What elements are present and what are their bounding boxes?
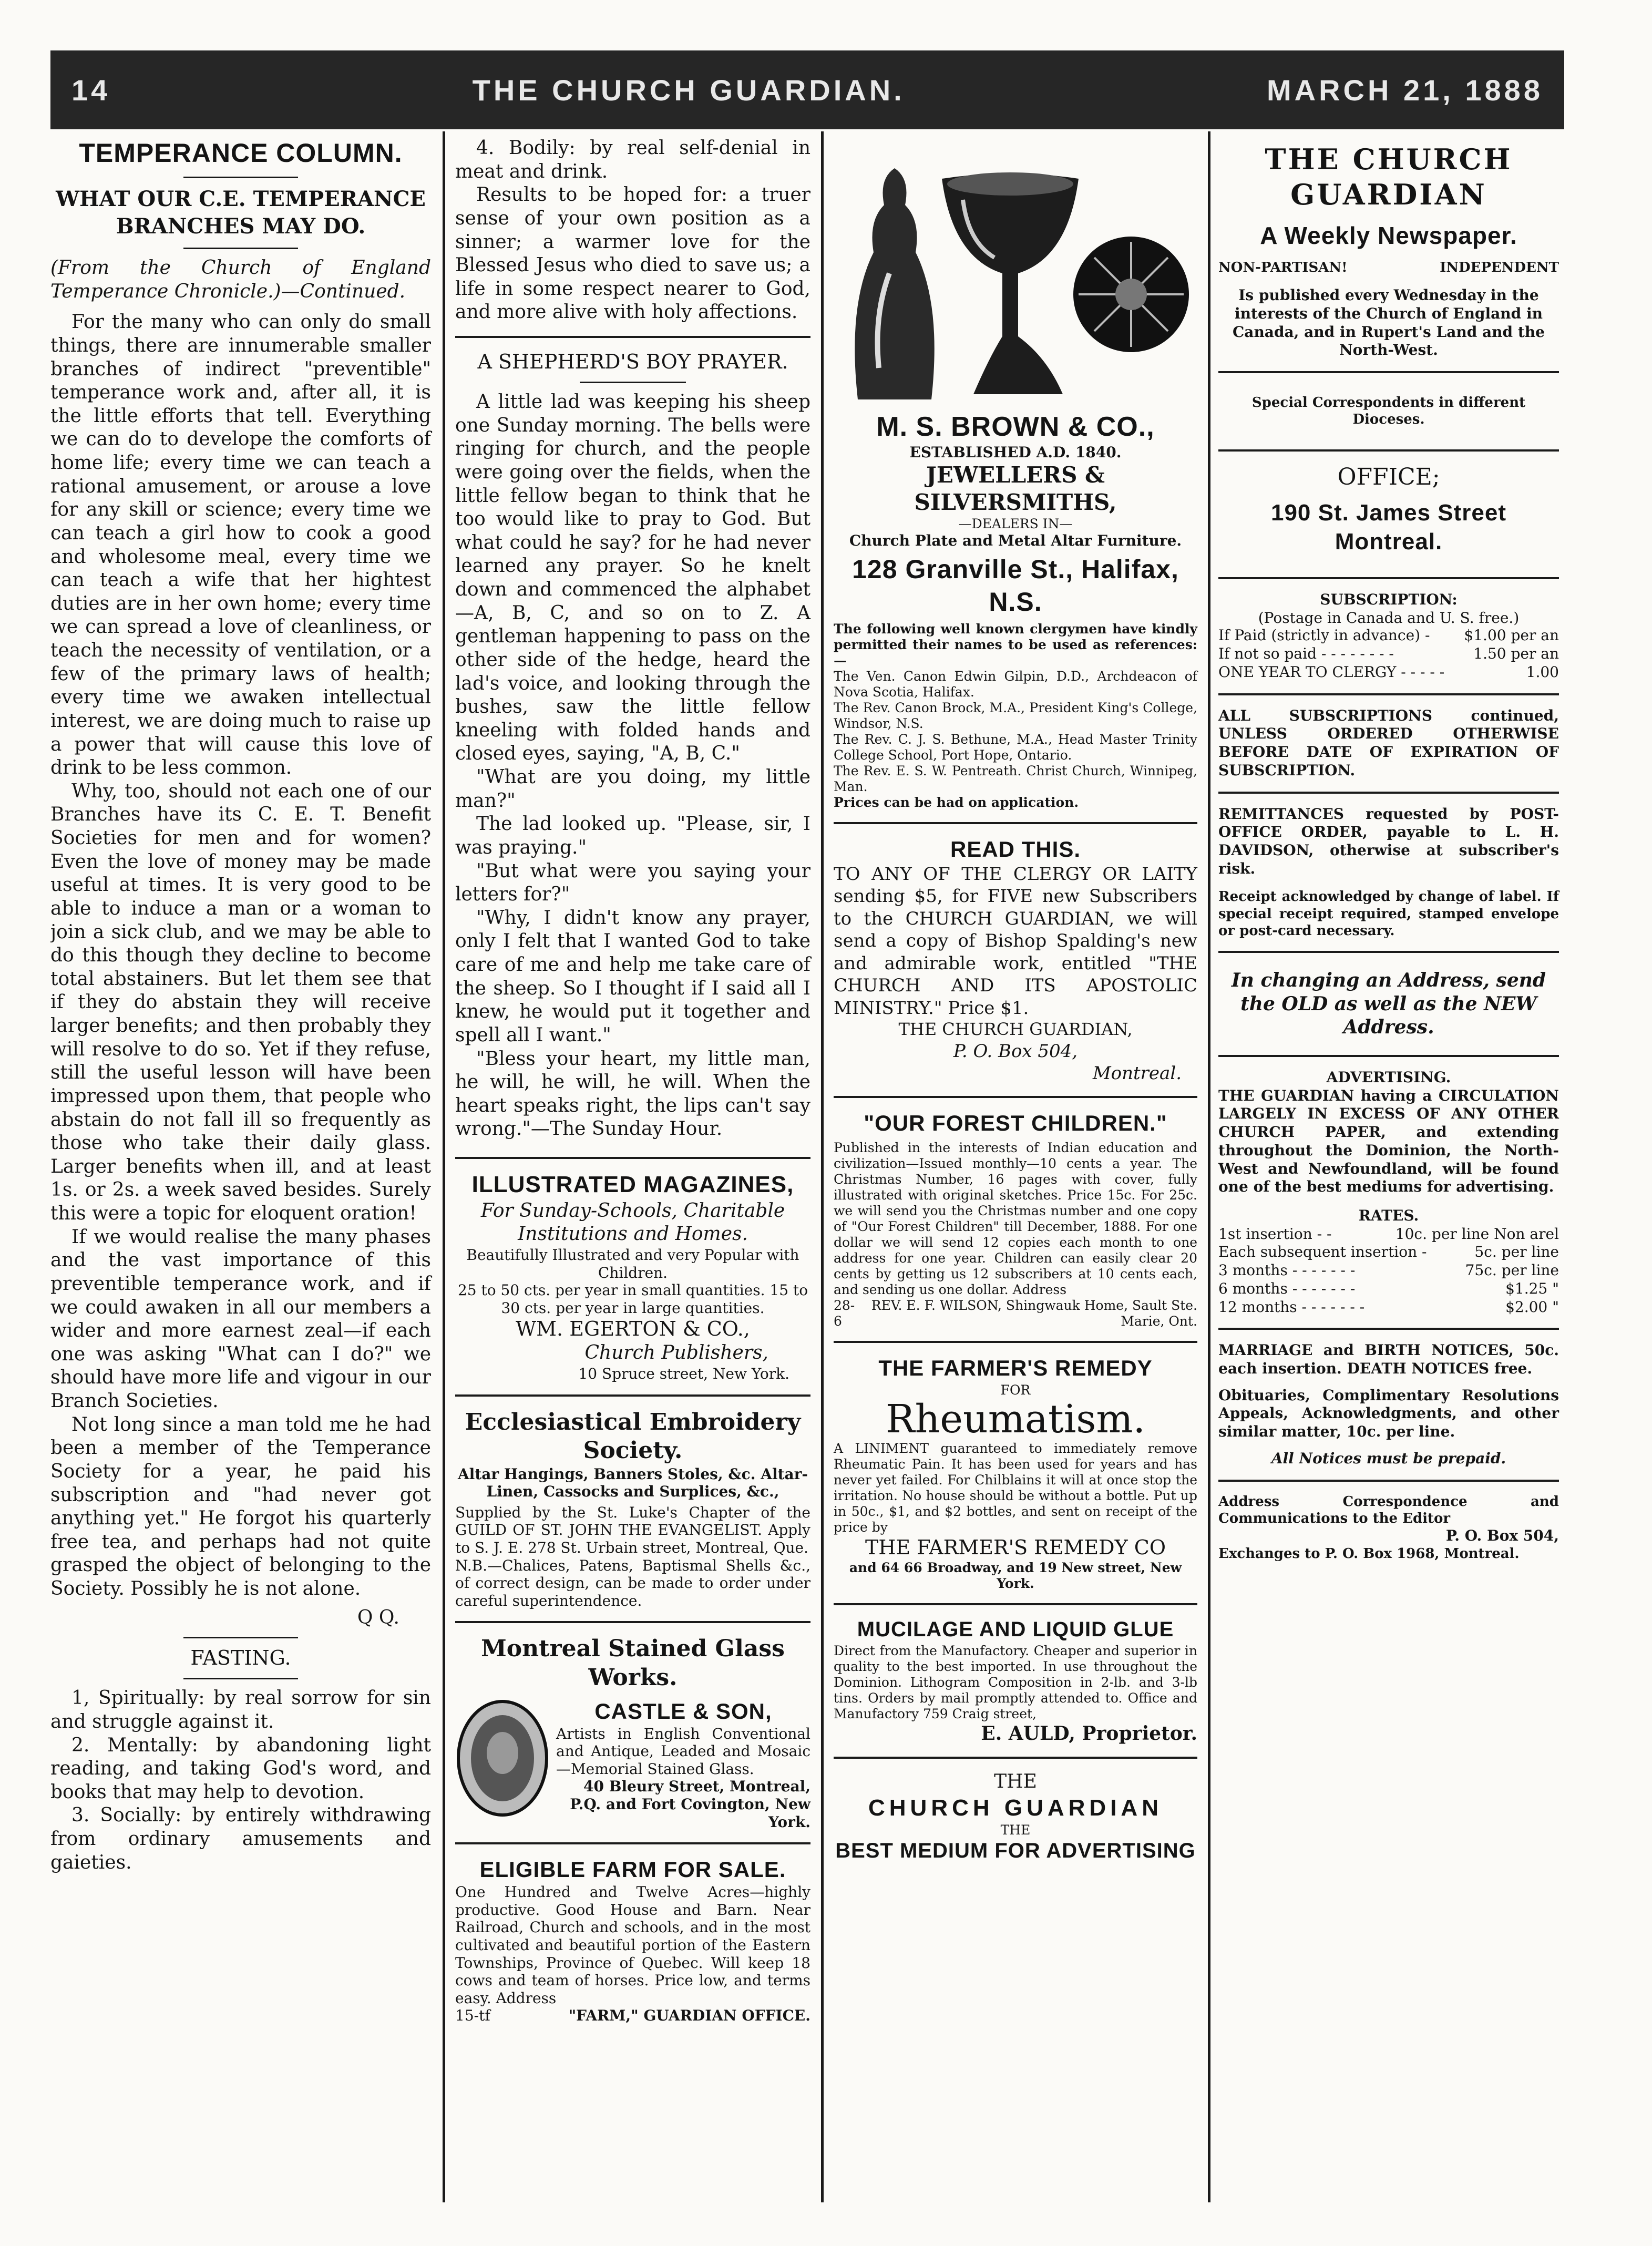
cg-name: CHURCH GUARDIAN xyxy=(868,1794,1163,1821)
glue-body: Direct from the Manufactory. Cheaper and superior in quality to the best imported. In use throughout the Dominion. Lithogram Composition in 2-lb. and 3-lb tins. Orders by mail promptly attended to. Office and Manufactory 759 Craig street, xyxy=(834,1643,1197,1721)
prayer-title: A SHEPHERD'S BOY PRAYER. xyxy=(477,350,788,373)
read-this-box: P. O. Box 504, xyxy=(953,1041,1078,1062)
cg-best-medium: BEST MEDIUM FOR ADVERTISING xyxy=(835,1839,1196,1863)
divider xyxy=(1218,951,1559,953)
rate-label: 6 months - - - - - - - xyxy=(1218,1279,1356,1297)
rate-label: 12 months - - - - - - - xyxy=(1218,1298,1365,1316)
divider xyxy=(455,336,810,338)
jewellers-trade: JEWELLERS & SILVERSMITHS, xyxy=(914,462,1117,516)
forest-children-ad xyxy=(834,1110,1197,1329)
temperance-paragraph: Not long since a man told me he had been a member of the Temperance Society for a year, he paid his subscription and "had never got anything yet." He forgot his quarterly free tea, and perhaps had not quite grasped the object of belonging to the Society. Possibly he is not alone. xyxy=(50,1413,431,1599)
rate-row xyxy=(1218,1262,1559,1280)
exchanges-address: Exchanges to P. O. Box 1968, Montreal. xyxy=(1218,1545,1520,1562)
subscription-row xyxy=(1218,627,1559,645)
rate-label: 3 months - - - - - - - xyxy=(1218,1262,1356,1279)
subscription-note: (Postage in Canada and U. S. free.) xyxy=(1258,609,1520,627)
subscription-row xyxy=(1218,645,1559,663)
stained-glass-address: 40 Bleury Street, Montreal, P.Q. and Fort Covington, New York. xyxy=(570,1778,810,1831)
farm-address: "FARM," GUARDIAN OFFICE. xyxy=(568,2007,810,2025)
column-rule xyxy=(821,131,824,2202)
forest-title: "OUR FOREST CHILDREN." xyxy=(864,1111,1167,1136)
read-this-ad xyxy=(834,836,1197,1085)
farmers-remedy-address: and 64 66 Broadway, and 19 New street, New York. xyxy=(849,1560,1182,1592)
masthead-title: THE CHURCH GUARDIAN. xyxy=(472,73,905,107)
farmers-remedy-rheumatism: Rheumatism. xyxy=(885,1396,1146,1442)
divider xyxy=(183,1637,297,1638)
farmers-remedy-company: THE FARMER'S REMEDY CO xyxy=(865,1535,1166,1559)
column-rule xyxy=(1208,131,1210,2202)
temperance-paragraph: Why, too, should not each one of our Branches have its C. E. T. Benefit Societies for men and for women? Even the love of money may be made useful at times. It is very good to be able to induce a man or a woman to join a sick club, and we may be able to do this though they decline to become total abstainers. But let them see that if they do abstain they will receive larger benefits; and then probably they will resolve to do so. Yet if they refuse, still the useful lesson will have been impressed upon them, that people who abstain do not fall ill so frequently as those who take their daily glass. Larger benefits when ill, and at least 1s. or 2s. a week saved besides. Surely this were a topic for eloquent oration! xyxy=(50,780,431,1224)
signature: Q Q. xyxy=(357,1606,399,1628)
subscription-row xyxy=(1218,663,1559,682)
divider xyxy=(455,1394,810,1397)
church-plate-icon xyxy=(837,147,1194,410)
farmers-remedy-title: THE FARMER'S REMEDY xyxy=(878,1356,1153,1381)
cg-the-2: THE xyxy=(1000,1822,1031,1838)
address-correspondence: Address Correspondence and Communications to the Editor xyxy=(1218,1493,1559,1526)
forest-code: 28-6 xyxy=(834,1298,855,1329)
forest-sign: REV. E. F. WILSON, Shingwauk Home, Sault Ste. Marie, Ont. xyxy=(871,1298,1197,1329)
marriage-notices: MARRIAGE and BIRTH NOTICES, 50c. each insertion. DEATH NOTICES free. xyxy=(1218,1341,1559,1378)
read-this-title: READ THIS. xyxy=(950,836,1081,862)
stained-glass-title: Montreal Stained Glass Works. xyxy=(481,1635,785,1691)
subscription-title: SUBSCRIPTION: xyxy=(1320,591,1458,609)
bodily-line: 4. Bodily: by real self-denial in meat and drink. xyxy=(455,137,810,182)
glue-ad xyxy=(834,1617,1197,1745)
rate-row xyxy=(1218,1298,1559,1317)
forest-body: Published in the interests of Indian education and civilization—Issued monthly—10 cents a year. The Christmas Number, 16 pages with cover, fully illustrated with original sketches. Price 15c. For 25c. we will send you the Christmas number and one copy of "Our Forest Children" till December, 1888. For one dollar we will send 12 copies each month to one address for one year. Children can easily clear 20 cents by getting us 12 subscribers at 10 cents each, and sending us one dollar. Address xyxy=(834,1140,1197,1298)
farmers-remedy-ad xyxy=(834,1355,1197,1592)
temperance-source: (From the Church of England Temperance Chronicle.)—Continued. xyxy=(50,257,431,302)
jewellers-refs-intro: The following well known clergymen have kindly permitted their names to be used as references:— xyxy=(834,621,1197,668)
paper-weekly: A Weekly Newspaper. xyxy=(1260,221,1517,249)
published-statement: Is published every Wednesday in the interests of the Church of England in Canada, and in Rupert's Land and the North-West. xyxy=(1233,286,1545,359)
temperance-heading: TEMPERANCE COLUMN. xyxy=(79,138,403,168)
magazines-title: ILLUSTRATED MAGAZINES, xyxy=(471,1172,794,1198)
temperance-subhead: WHAT OUR C.E. TEMPERANCE BRANCHES MAY DO. xyxy=(56,187,426,239)
subscription-price: $1.00 per an xyxy=(1464,627,1559,644)
fasting-title: FASTING. xyxy=(190,1646,291,1670)
jewellers-prices: Prices can be had on application. xyxy=(834,794,1079,810)
prayer-paragraph: "Bless your heart, my little man, he will, he will, he will. When the heart speaks right, the lips can't say wrong."—The Sunday Hour. xyxy=(455,1048,810,1140)
farmers-remedy-body: A LINIMENT guaranteed to immediately remove Rheumatic Pain. It has been used for years and has never yet failed. For Chilblains it will at once stop the irritation. No house should be without a bottle. Put up in 50c., $1, and $2 bottles, and sent on receipt of the price by xyxy=(834,1440,1197,1535)
prayer-paragraph: "What are you doing, my little man?" xyxy=(455,766,810,812)
glue-title: MUCILAGE AND LIQUID GLUE xyxy=(857,1618,1174,1642)
advertising-body: THE GUARDIAN having a CIRCULATION LARGELY IN EXCESS OF ANY OTHER CHURCH PAPER, and extending throughout the Dominion, the North-West and Newfoundland, will be found one of the best mediums for advertising. xyxy=(1218,1086,1559,1196)
rate-row xyxy=(1218,1243,1559,1262)
rate-row xyxy=(1218,1280,1559,1298)
divider xyxy=(834,822,1197,824)
change-address-note: In changing an Address, send the OLD as well as the NEW Address. xyxy=(1231,969,1546,1039)
magazines-subtitle: For Sunday-Schools, Charitable Institutions and Homes. xyxy=(480,1199,785,1245)
fasting-item: 3. Socially: by entirely withdrawing from ordinary amusements and gaieties. xyxy=(50,1804,431,1873)
column-jewellers-ads xyxy=(826,137,1205,2197)
stained-glass-ad xyxy=(455,1635,810,1831)
rate-row xyxy=(1218,1225,1559,1244)
magazines-address: 10 Spruce street, New York. xyxy=(578,1365,789,1383)
read-this-city: Montreal. xyxy=(1092,1063,1182,1084)
column-temperance xyxy=(50,137,439,2197)
receipt-note: Receipt acknowledged by change of label. If special receipt required, stamped envelope or post-card necessary. xyxy=(1218,889,1559,939)
jewellers-church-plate: Church Plate and Metal Altar Furniture. xyxy=(849,532,1182,550)
divider xyxy=(183,248,297,249)
subscription-price: 1.00 xyxy=(1526,663,1559,681)
temperance-paragraph: For the many who can only do small things, there are innumerable smaller branches of indirect "preventible" temperance work and, after all, it is the little efforts that tell. Everything we can do to develope the comforts of home life; every time we can teach a rational amusement, or arouse a love for any skill or science; every time we can teach a girl how to cook a good and wholesome meal, every time we can teach a wife that her hightest duties are in her own home; every time we can spread a love of cleanliness, or teach the necessity of ventilation, or a few of the primary laws of health; every time we awaken intellectual interest, we are doing much to raise up a power that will cause this love of drink to be less common. xyxy=(50,311,431,779)
farm-ad xyxy=(455,1856,810,2025)
office-address: 190 St. James Street Montreal. xyxy=(1270,500,1507,555)
prayer-paragraph: A little lad was keeping his sheep one Sunday morning. The bells were ringing for church, and the people were going over the fields, when the little fellow began to think that he too would like to pray to God. But what could he say? for he had never learned any prayer. So he knelt down and commenced the alphabet—A, B, C, and so on to Z. A gentleman happening to pass on the other side of the hedge, heard the lad's voice, and looking through the bushes, saw the little fellow kneeling with folded hands and closed eyes, saying, "A, B, C." xyxy=(455,391,810,765)
prayer-paragraph: "But what were you saying your letters for?" xyxy=(455,860,810,906)
subscription-label: If Paid (strictly in advance) - xyxy=(1218,627,1430,644)
embroidery-ad xyxy=(455,1408,810,1610)
divider xyxy=(834,1096,1197,1098)
rate-price: 75c. per line xyxy=(1465,1262,1559,1279)
rate-price: 10c. per line Non arel xyxy=(1395,1225,1559,1243)
page-number: 14 xyxy=(71,73,111,107)
divider xyxy=(1218,1480,1559,1482)
embroidery-body: Supplied by the St. Luke's Chapter of the GUILD OF ST. JOHN THE EVANGELIST. Apply to S. J. E. 278 St. Urbain street, Montreal, Que. xyxy=(455,1503,810,1557)
results-paragraph: Results to be hoped for: a truer sense of your own position as a sinner; a warmer love for the Blessed Jesus who died to save us; a life in some respect nearer to God, and more alive with holy affections. xyxy=(455,184,810,323)
divider xyxy=(1218,792,1559,794)
prayer-paragraph: The lad looked up. "Please, sir, I was praying." xyxy=(455,813,810,858)
nonpartisan-label: NON-PARTISAN! xyxy=(1218,259,1348,275)
magazines-desc: Beautifully Illustrated and very Popular with Children. xyxy=(466,1246,799,1281)
christ-medallion-icon xyxy=(455,1698,550,1819)
masthead-date: MARCH 21, 1888 xyxy=(1267,73,1543,107)
advertising-title: ADVERTISING. xyxy=(1326,1068,1451,1086)
embroidery-note: N.B.—Chalices, Patens, Baptismal Shells &c., of correct design, can be made to order under careful superintendence. xyxy=(455,1556,810,1609)
divider xyxy=(1218,693,1559,695)
temperance-paragraph: If we would realise the many phases and the vast importance of this preventible temperance work, and if we could awaken in all our members a wider and more earnest zeal—if each one was asking "What can I do?" we should have more life and vigour in our Branch Societies. xyxy=(50,1226,431,1412)
office-label: OFFICE; xyxy=(1337,463,1440,490)
farm-title: ELIGIBLE FARM FOR SALE. xyxy=(479,1857,786,1882)
magazines-ad xyxy=(455,1171,810,1383)
fasting-item: 2. Mentally: by abandoning light reading, and taking God's word, and books that may help to devotion. xyxy=(50,1734,431,1803)
magazines-prices: 25 to 50 cts. per year in small quantities. 15 to 30 cts. per year in large quantities. xyxy=(457,1281,808,1317)
paper-title: THE CHURCH GUARDIAN xyxy=(1265,142,1513,211)
cg-the: THE xyxy=(994,1771,1037,1793)
jewellers-established: ESTABLISHED A.D. 1840. xyxy=(909,444,1122,461)
masthead xyxy=(50,50,1564,129)
prayer-paragraph: "Why, I didn't know any prayer, only I felt that I wanted God to take care of me and help me take care of the sheep. So I thought if I said all I knew, he would put it together and spell all I want." xyxy=(455,907,810,1046)
jewellers-address: 128 Granville St., Halifax, N.S. xyxy=(852,554,1179,617)
jewellers-firm: M. S. BROWN & CO., xyxy=(876,412,1155,442)
magazines-publisher: WM. EGERTON & CO., xyxy=(516,1317,750,1341)
rate-price: $2.00 " xyxy=(1505,1298,1559,1316)
subscription-price: 1.50 per an xyxy=(1473,645,1559,663)
rate-price: $1.25 " xyxy=(1505,1279,1559,1297)
jewellers-ref: The Rev. C. J. S. Bethune, M.A., Head Master Trinity College School, Port Hope, Ontario. xyxy=(834,731,1197,763)
divider xyxy=(455,1157,810,1159)
prepaid-note: All Notices must be prepaid. xyxy=(1271,1449,1506,1467)
glue-proprietor: E. AULD, Proprietor. xyxy=(981,1722,1197,1745)
rate-label: Each subsequent insertion - xyxy=(1218,1243,1427,1261)
church-guardian-ad xyxy=(834,1770,1197,1864)
jewellers-ref: The Rev. E. S. W. Pentreath. Christ Church, Winnipeg, Man. xyxy=(834,763,1197,794)
divider xyxy=(580,382,686,383)
editor-box: P. O. Box 504, xyxy=(1445,1527,1559,1545)
jewellers-ref: The Ven. Canon Edwin Gilpin, D.D., Archdeacon of Nova Scotia, Halifax. xyxy=(834,668,1197,700)
obituaries-note: Obituaries, Complimentary Resolutions Appeals, Acknowledgments, and other similar matter, 10c. per line. xyxy=(1218,1386,1559,1441)
rates-title: RATES. xyxy=(1358,1206,1419,1224)
subscription-label: ONE YEAR TO CLERGY - - - - - xyxy=(1218,663,1445,681)
read-this-sign: THE CHURCH GUARDIAN, xyxy=(898,1019,1133,1040)
divider xyxy=(1218,1055,1559,1057)
divider xyxy=(834,1603,1197,1605)
jewellers-dealers: —DEALERS IN— xyxy=(958,516,1073,532)
embroidery-title: Ecclesiastical Embroidery Society. xyxy=(465,1408,801,1464)
divider xyxy=(1218,449,1559,452)
special-correspondents: Special Correspondents in different Dioceses. xyxy=(1251,395,1526,428)
rate-label: 1st insertion - - xyxy=(1218,1225,1332,1243)
divider xyxy=(1218,577,1559,579)
farm-body: One Hundred and Twelve Acres—highly productive. Good House and Barn. Near Railroad, Church and schools, and in the most cultivated and beautiful portion of the Eastern Townships, Province of Quebec. Will keep 18 cows and team of horses. Price low, and terms easy. Address xyxy=(455,1883,810,2007)
jewellers-ref: The Rev. Canon Brock, M.A., President King's College, Windsor, N.S. xyxy=(834,700,1197,731)
divider xyxy=(1218,371,1559,373)
stained-glass-desc: Artists in English Conventional and Antique, Leaded and Mosaic—Memorial Stained Glass. xyxy=(556,1725,810,1778)
farm-code: 15-tf xyxy=(455,2007,490,2025)
read-this-body: TO ANY OF THE CLERGY OR LAITY sending $5, for FIVE new Subscribers to the CHURCH GUARDIAN, we will send a copy of Bishop Spalding's new and admirable work, entitled "THE CHURCH AND ITS APOSTOLIC MINISTRY." Price $1. xyxy=(834,863,1197,1019)
divider xyxy=(1218,1328,1559,1330)
rate-price: 5c. per line xyxy=(1474,1243,1559,1261)
farmers-remedy-for: FOR xyxy=(1000,1382,1031,1398)
divider xyxy=(183,1678,297,1679)
independent-label: INDEPENDENT xyxy=(1440,259,1559,275)
divider xyxy=(455,1621,810,1623)
subscription-continued: ALL SUBSCRIPTIONS continued, UNLESS ORDERED OTHERWISE BEFORE DATE OF EXPIRATION OF SUBSCRIPTION. xyxy=(1218,706,1559,779)
remittances: REMITTANCES requested by POST-OFFICE ORDER, payable to L. H. DAVIDSON, otherwise at subscriber's risk. xyxy=(1218,805,1559,877)
column-rule xyxy=(443,131,445,2202)
stained-glass-firm: CASTLE & SON, xyxy=(594,1698,772,1724)
subscription-label: If not so paid - - - - - - - - xyxy=(1218,645,1394,663)
column-paper-info xyxy=(1213,137,1564,2197)
divider xyxy=(455,1842,810,1844)
church-plate-illustration xyxy=(834,137,1197,410)
magazines-publisher-role: Church Publishers, xyxy=(584,1342,768,1364)
divider xyxy=(834,1757,1197,1759)
embroidery-items: Altar Hangings, Banners Stoles, &c. Altar-Linen, Cassocks and Surplices, &c., xyxy=(457,1465,808,1501)
fasting-item: 1, Spiritually: by real sorrow for sin and struggle against it. xyxy=(50,1687,431,1732)
divider xyxy=(834,1341,1197,1343)
divider xyxy=(183,177,297,178)
column-shepherd-ads xyxy=(448,137,818,2197)
